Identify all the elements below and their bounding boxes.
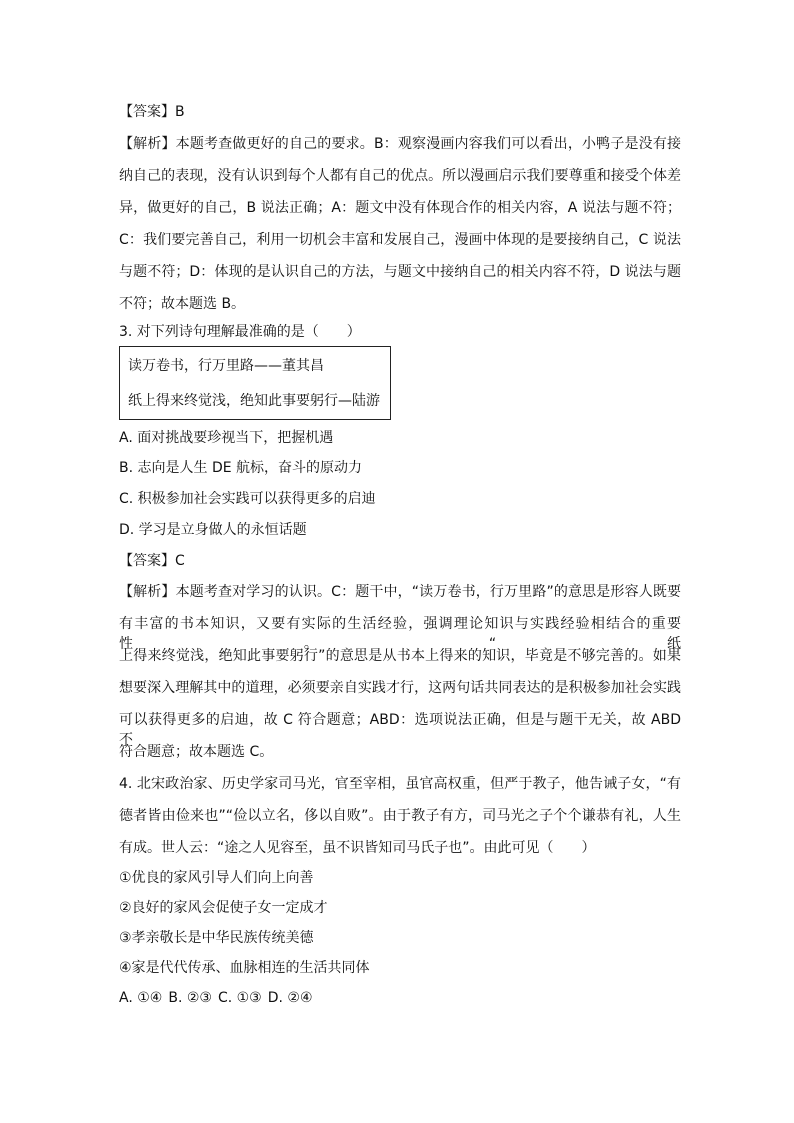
q4-choice-d: D. ②④: [267, 990, 313, 1006]
q3-option-d: D. 学习是立身做人的永恒话题: [119, 522, 307, 538]
q4-statement-2: ②良好的家风会促使子女一定成才: [119, 900, 328, 916]
q4-choice-c: C. ①③: [217, 990, 262, 1006]
q2-analysis-line-2: 纳自己的表现，没有认识到每个人都有自己的优点。所以漫画启示我们要尊重和接受个体差: [119, 168, 681, 184]
q3-analysis-line-5: 可以获得更多的启迪，故 C 符合题意；ABD：选项说法正确，但是与题干无关，故 ABD 不: [119, 712, 681, 748]
q3-option-c: C. 积极参加社会实践可以获得更多的启迪: [119, 491, 376, 507]
q3-analysis-label: 【解析】: [119, 584, 176, 600]
q3-answer-label: 【答案】: [119, 553, 175, 569]
q2-analysis-line-5: 与题不符；D：体现的是认识自己的方法，与题文中接纳自己的相关内容不符，D 说法与题: [119, 264, 681, 280]
q4-stem-line-3: 有成。世人云：“途之人见容至，虽不识皆知司马氏子也”。由此可见（ ）: [119, 840, 596, 856]
q2-analysis-line-3: 异，做更好的自己，B 说法正确；A：题文中没有体现合作的相关内容，A 说法与题不符；: [119, 200, 681, 216]
q4-stem-line-1: 4. 北宋政治家、历史学家司马光，官至宰相，虽官高权重，但严于教子，他告诫子女，“有: [119, 776, 681, 792]
q3-quote-box: [119, 346, 391, 420]
q4-stem-line-2: 德者皆由俭来也”“俭以立名，侈以自败”。由于教子有方，司马光之子个个谦恭有礼，人生: [119, 808, 681, 824]
q3-analysis-line-2: 有丰富的书本知识，又要有实际的生活经验，强调理论知识与实践经验相结合的重要性。“纸: [119, 616, 681, 652]
q2-answer-label: 【答案】: [119, 104, 175, 120]
q3-option-a: A. 面对挑战要珍视当下，把握机遇: [119, 430, 334, 446]
q4-choices: [119, 988, 313, 1008]
q3-option-b: B. 志向是人生 DE 航标，奋斗的原动力: [119, 460, 363, 476]
q4-statement-4: ④家是代代传承、血脉相连的生活共同体: [119, 960, 370, 976]
q2-answer: [119, 102, 185, 122]
q3-answer: [119, 551, 185, 571]
q3-answer-value: C: [175, 553, 185, 569]
q4-statement-3: ③孝亲敬长是中华民族传统美德: [119, 930, 314, 946]
q4-choice-a: A. ①④: [119, 990, 163, 1006]
q2-answer-value: B: [175, 104, 185, 120]
q3-analysis-line-1: 【解析】本题考查对学习的认识。C：题干中，“读万卷书，行万里路”的意思是形容人既要: [119, 584, 682, 600]
q2-analysis-line-1: 【解析】本题考查做更好的自己的要求。B：观察漫画内容我们可以看出，小鸭子是没有接: [119, 136, 681, 152]
q3-quote-2: 纸上得来终觉浅，绝知此事要躬行—陆游: [128, 393, 380, 409]
q4-statement-1: ①优良的家风引导人们向上向善: [119, 870, 314, 886]
q4-choice-b: B. ②③: [168, 990, 212, 1006]
q2-analysis-label: 【解析】: [119, 136, 176, 152]
q3-analysis-line-3: 上得来终觉浅，绝知此事要躬行”的意思是从书本上得来的知识，毕竟是不够完善的。如果: [119, 648, 681, 664]
q2-analysis-line-6: 不符；故本题选 B。: [119, 296, 246, 312]
q3-quote-1: 读万卷书，行万里路——董其昌: [128, 358, 324, 374]
q3-analysis-line-4: 想要深入理解其中的道理，必须要亲自实践才行，这两句话共同表达的是积极参加社会实践: [119, 680, 681, 696]
q3-analysis-line-6: 符合题意；故本题选 C。: [119, 744, 274, 760]
q2-analysis-line-4: C：我们要完善自己，利用一切机会丰富和发展自己，漫画中体现的是要接纳自己，C 说法: [119, 232, 681, 248]
q3-stem: 3. 对下列诗句理解最准确的是（ ）: [119, 324, 361, 340]
